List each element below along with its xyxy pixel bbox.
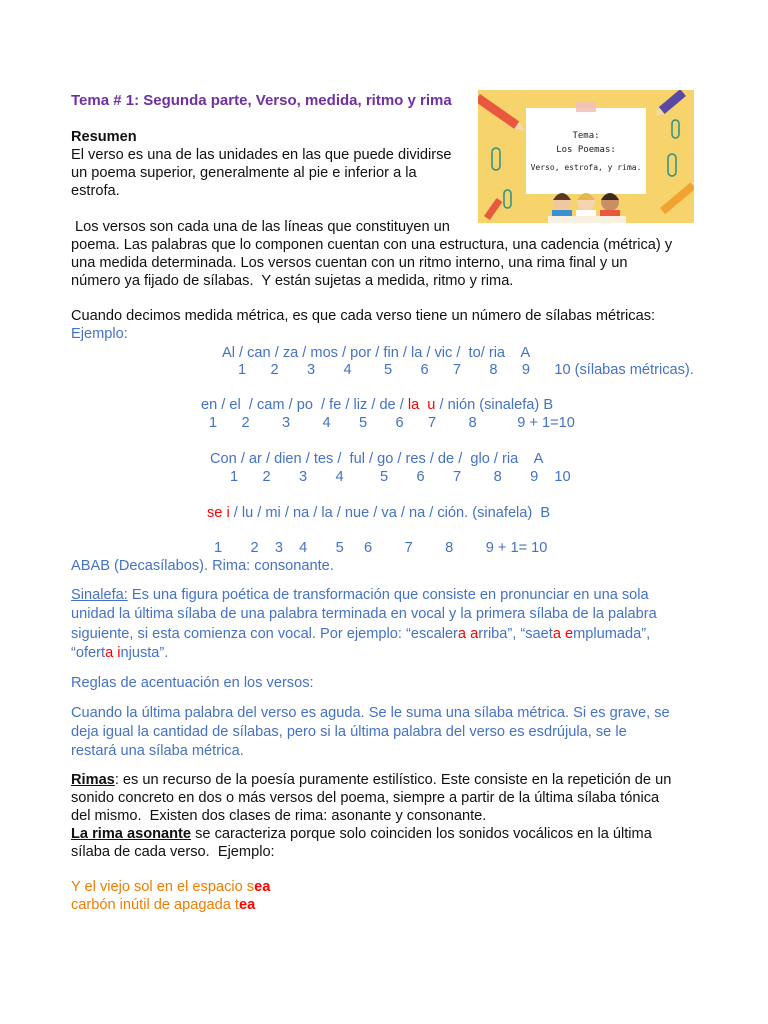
- example-verse-2: [71, 896, 255, 914]
- versos-line-4: número ya fijado de sílabas. Y están sujetas a medida, ritmo y rima.: [71, 273, 514, 289]
- sinalefa-text-3a: siguiente, si esta comienza con vocal. Por ejemplo: “escaler: [71, 626, 458, 642]
- reglas-line-1: Cuando la última palabra del verso es aguda. Se le suma una sílaba métrica. Si es grave, se: [71, 705, 670, 721]
- example-1-text: Y el viejo sol en el espacio s: [71, 879, 255, 895]
- versos-line-3: una medida determinada. Los versos cuentan con un ritmo interno, una rima final y un: [71, 255, 628, 271]
- ejemplo-label: Ejemplo:: [71, 326, 128, 342]
- sinalefa-line-2: unidad la última sílaba de una palabra terminada en vocal y la primera sílaba de la palabra: [71, 606, 657, 622]
- verse-2-syllables: [201, 396, 553, 414]
- abab-note: ABAB (Decasílabos). Rima: consonante.: [71, 558, 334, 574]
- rimas-text-1: : es un recurso de la poesía puramente estilístico. Este consiste en la repetición de un: [114, 772, 672, 788]
- resumen-line-1: El verso es una de las unidades en las que puede dividirse: [71, 147, 452, 163]
- example-verse-1: [71, 878, 270, 896]
- reglas-line-2: deja igual la cantidad de sílabas, pero si la última palabra del verso es esdrújula, se le: [71, 724, 627, 740]
- asonante-line-2: sílaba de cada verso. Ejemplo:: [71, 844, 275, 860]
- rimas-term: Rimas: [71, 772, 115, 788]
- resumen-heading: Resumen: [71, 129, 137, 145]
- versos-line-2: poema. Las palabras que lo componen cuentan con una estructura, una cadencia (métrica) y: [71, 237, 673, 253]
- sinalefa-highlight-2: a e: [552, 626, 574, 642]
- verse-3-syllables: Con / ar / dien / tes / ful / go / res / de / glo / ria A: [210, 451, 544, 467]
- asonante-term: La rima asonante: [71, 826, 192, 842]
- resumen-line-2: un poema superior, generalmente al pie e inferior a la: [71, 165, 417, 181]
- sinalefa-highlight-1: a a: [457, 626, 479, 642]
- sinalefa-line-4: [71, 644, 168, 662]
- verse-2-post: / nión (sinalefa) B: [435, 397, 554, 413]
- sinalefa-text-3c: mplumada”,: [573, 626, 651, 642]
- example-2-rhyme: ea: [238, 897, 256, 913]
- rimas-line-3: del mismo. Existen dos clases de rima: asonante y consonante.: [71, 808, 487, 824]
- sinalefa-highlight-3: a i: [105, 645, 121, 661]
- verse-3-numbers: 1 2 3 4 5 6 7 8 9 10: [230, 469, 571, 485]
- verse-1-numbers: 1 2 3 4 5 6 7 8 9 10 (sílabas métricas).: [238, 362, 694, 378]
- verse-1-syllables: Al / can / za / mos / por / fin / la / vic / to/ ria A: [222, 345, 531, 361]
- sinalefa-text-1: Es una figura poética de transformación que consiste en pronunciar en una sola: [127, 587, 649, 603]
- medida-intro: Cuando decimos medida métrica, es que cada verso tiene un número de sílabas métricas:: [71, 308, 656, 324]
- page-title: Tema # 1: Segunda parte, Verso, medida, ritmo y rima: [71, 92, 452, 109]
- reglas-heading: Reglas de acentuación en los versos:: [71, 675, 314, 691]
- example-2-text: carbón inútil de apagada t: [71, 897, 239, 913]
- versos-line-1: Los versos son cada una de las líneas que constituyen un: [71, 219, 450, 235]
- sinalefa-text-4b: njusta”.: [120, 645, 169, 661]
- sinalefa-line-1: [71, 586, 649, 604]
- card-line-1: Tema:: [572, 131, 600, 141]
- children-icon: [548, 193, 626, 223]
- asonante-text-1: se caracteriza porque solo coinciden los sonidos vocálicos en la última: [191, 826, 652, 842]
- verse-4-post: / lu / mi / na / la / nue / va / na / ción. (sinafela) B: [229, 505, 551, 521]
- verse-2-sinalefa-highlight: la u: [407, 397, 436, 413]
- asonante-line-1: [71, 825, 652, 843]
- sinalefa-term: Sinalefa:: [71, 587, 128, 603]
- sinalefa-text-3b: rriba”, “saet: [478, 626, 553, 642]
- verse-2-numbers: 1 2 3 4 5 6 7 8 9 + 1=10: [209, 415, 575, 431]
- rimas-line-2: sonido concreto en dos o más versos del poema, siempre a partir de la última sílaba tónica: [71, 790, 660, 806]
- sinalefa-text-4a: “ofert: [71, 645, 106, 661]
- rimas-line-1: [71, 771, 671, 789]
- sinalefa-line-3: [71, 625, 650, 643]
- verse-4-highlight: se i: [207, 505, 230, 521]
- verse-4-numbers: 1 2 3 4 5 6 7 8 9 + 1= 10: [214, 540, 548, 556]
- example-1-rhyme: ea: [254, 879, 271, 895]
- verse-2-pre: en / el / cam / po / fe / liz / de /: [201, 397, 408, 413]
- reglas-line-3: restará una sílaba métrica.: [71, 743, 244, 759]
- illustration-drawing: [478, 90, 694, 223]
- resumen-line-3: estrofa.: [71, 183, 120, 199]
- card-line-2: Los Poemas:: [556, 145, 616, 155]
- poems-illustration: [478, 90, 694, 223]
- card-line-3: Verso, estrofa, y rima.: [530, 163, 642, 172]
- verse-4-syllables: [207, 504, 550, 522]
